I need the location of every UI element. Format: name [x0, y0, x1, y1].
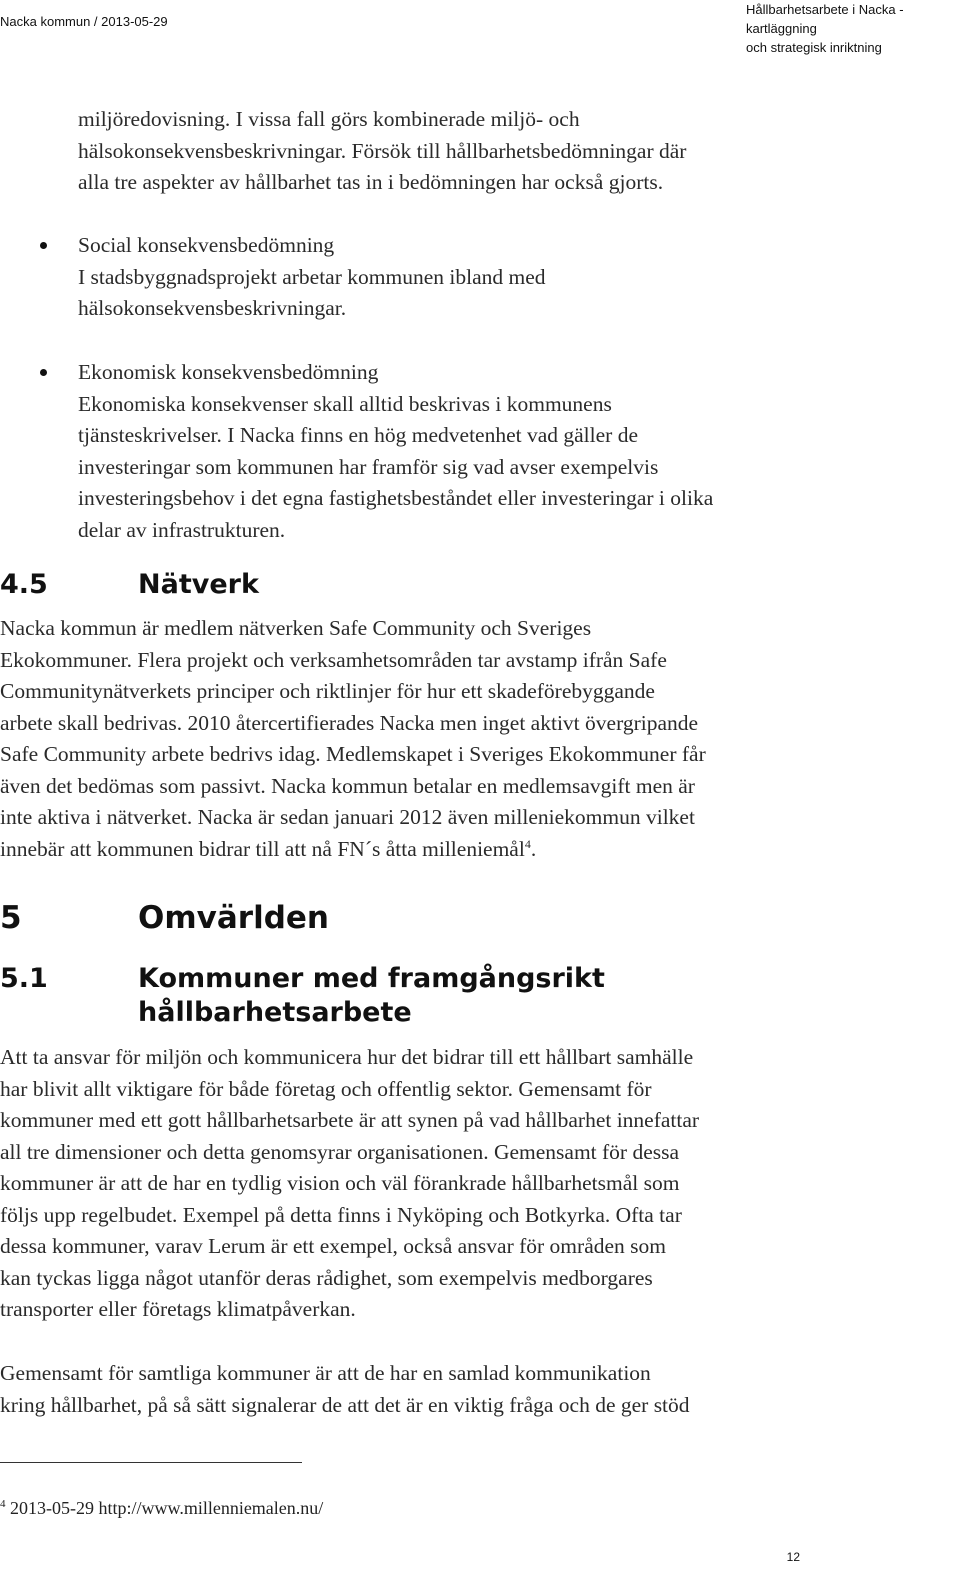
- text-line: alla tre aspekter av hållbarhet tas in i bedömningen har också gjorts.: [78, 170, 664, 194]
- bullet-social: [78, 230, 858, 325]
- text-line: transporter eller företags klimatpåverkan.: [0, 1297, 356, 1321]
- text-line: Ekokommuner. Flera projekt och verksamhetsområden tar avstamp ifrån Safe: [0, 647, 667, 672]
- header-title-line-1: Hållbarhetsarbete i Nacka - kartläggning: [746, 2, 904, 36]
- header-title-line-2: och strategisk inriktning: [746, 40, 882, 55]
- text-line: även det bedömas som passivt. Nacka kommun betalar en medlemsavgift men är: [0, 773, 695, 798]
- text-segment: innebär att kommunen bidrar till att nå FN´s åtta milleniemål: [0, 836, 525, 861]
- bullet-title: Ekonomisk konsekvensbedömning: [78, 360, 379, 384]
- footnote-text[interactable]: 2013-05-29 http://www.millenniemalen.nu/: [5, 1498, 324, 1518]
- text-line: följs upp regelbudet. Exempel på detta finns i Nyköping och Botkyrka. Ofta tar: [0, 1202, 682, 1227]
- footnote-reference[interactable]: 4: [524, 836, 531, 851]
- text-line: kring hållbarhet, på så sätt signalerar de att det är en viktig fråga och de ger stöd: [0, 1392, 690, 1417]
- text-line: miljöredovisning. I vissa fall görs kombinerade miljö- och: [78, 107, 580, 131]
- section-5-1-paragraph-2: [0, 1358, 820, 1421]
- bullet-title: Social konsekvensbedömning: [78, 233, 335, 257]
- bullet-icon: [40, 369, 47, 376]
- header-document-info: Nacka kommun / 2013-05-29: [0, 14, 168, 29]
- section-number: 4.5: [0, 569, 48, 600]
- text-line: I stadsbyggnadsprojekt arbetar kommunen ibland med: [78, 264, 546, 289]
- footnote-separator: [0, 1462, 302, 1463]
- section-title: Omvärlden: [138, 900, 329, 936]
- section-title-line-1: Kommuner med framgångsrikt: [138, 963, 605, 994]
- header-document-title: [746, 0, 958, 57]
- text-line: hälsokonsekvensbeskrivningar. Försök till hållbarhetsbedömningar där: [78, 138, 687, 163]
- section-heading-4-5: [0, 568, 600, 602]
- text-line: delar av infrastrukturen.: [78, 517, 286, 542]
- section-title-line-2: hållbarhetsarbete: [138, 997, 412, 1028]
- section-heading-5-1: [0, 962, 700, 1032]
- section-4-5-paragraph: [0, 613, 820, 865]
- text-line: dessa kommuner, varav Lerum är ett exempel, också ansvar för områden som: [0, 1234, 666, 1258]
- text-line: inte aktiva i nätverket. Nacka är sedan januari 2012 även milleniekommun vilket: [0, 805, 695, 829]
- text-line: Gemensamt för samtliga kommuner är att de har en samlad kommunikation: [0, 1361, 651, 1385]
- text-line: Att ta ansvar för miljön och kommunicera hur det bidrar till ett hållbart samhälle: [0, 1045, 694, 1069]
- page-number: 12: [786, 1550, 800, 1564]
- text-line: hälsokonsekvensbeskrivningar.: [78, 296, 347, 320]
- section-5-1-paragraph-1: [0, 1042, 820, 1326]
- footnote: [0, 1496, 323, 1520]
- section-number: 5.1: [0, 963, 48, 994]
- text-line: arbete skall bedrivas. 2010 återcertifierades Nacka men inget aktivt övergripande: [0, 710, 699, 735]
- text-segment: .: [530, 836, 537, 861]
- text-line: har blivit allt viktigare för både företag och offentlig sektor. Gemensamt för: [0, 1076, 652, 1101]
- text-line: tjänsteskrivelser. I Nacka finns en hög medvetenhet vad gäller de: [78, 423, 638, 447]
- text-line: investeringar som kommunen har framför sig vad avser exempelvis: [78, 454, 659, 479]
- text-line: Communitynätverkets principer och riktlinjer för hur ett skadeförebyggande: [0, 679, 655, 703]
- text-line: Safe Community arbete bedrivs idag. Medlemskapet i Sveriges Ekokommuner får: [0, 742, 706, 766]
- section-heading-5: [0, 898, 600, 938]
- section-number: 5: [0, 900, 22, 936]
- text-line: all tre dimensioner och detta genomsyrar organisationen. Gemensamt för dessa: [0, 1139, 680, 1164]
- section-title: Nätverk: [138, 569, 259, 600]
- intro-paragraph: [78, 104, 858, 199]
- footnote-number: 4: [0, 1498, 6, 1510]
- text-line: Ekonomiska konsekvenser skall alltid beskrivas i kommunens: [78, 391, 612, 416]
- text-line: kommuner med ett gott hållbarhetsarbete är att synen på vad hållbarhet innefattar: [0, 1108, 700, 1132]
- bullet-icon: [40, 242, 47, 249]
- text-line: kan tyckas ligga något utanför deras rådighet, som exempelvis medborgares: [0, 1265, 653, 1290]
- text-line: [0, 834, 820, 866]
- text-line: Nacka kommun är medlem nätverken Safe Community och Sveriges: [0, 616, 592, 640]
- bullet-economic: [78, 357, 858, 546]
- text-line: investeringsbehov i det egna fastighetsbeståndet eller investeringar i olika: [78, 486, 714, 510]
- text-line: kommuner är att de har en tydlig vision och väl förankrade hållbarhetsmål som: [0, 1171, 680, 1195]
